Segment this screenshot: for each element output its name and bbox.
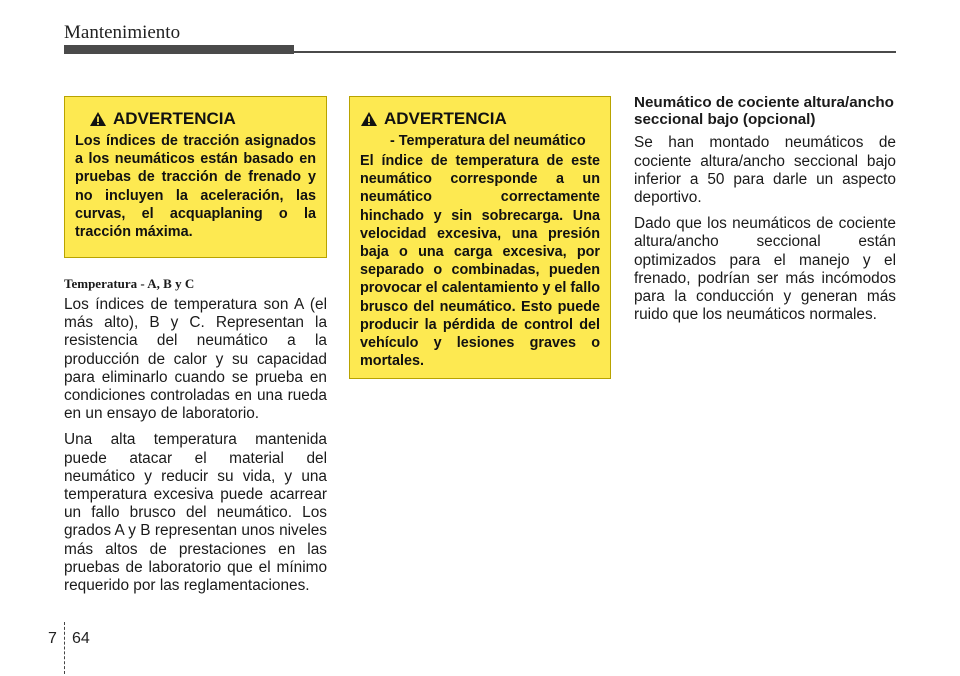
page-number: 64 bbox=[72, 630, 90, 647]
warning-triangle-icon bbox=[89, 111, 107, 127]
warning-triangle-icon bbox=[360, 111, 378, 127]
warning-header bbox=[89, 109, 316, 129]
section-temperature bbox=[64, 276, 327, 595]
warning-box-traction bbox=[64, 96, 327, 258]
page-header-title: Mantenimiento bbox=[64, 22, 181, 43]
warning-box-temperature bbox=[349, 96, 611, 379]
warning-title: ADVERTENCIA bbox=[113, 109, 236, 128]
header-bar bbox=[64, 45, 294, 54]
paragraph: Se han montado neumáticos de cociente altura/ancho seccional bajo inferior a 50 para darle un aspecto deportivo. bbox=[634, 134, 896, 207]
warning-header bbox=[360, 109, 600, 129]
warning-text: Los índices de tracción asignados a los neumáticos están basado en pruebas de tracción de frenado y no incluyen la aceleración, las curvas, el acquaplaning o la tracción máxima. bbox=[75, 133, 316, 241]
footer-divider bbox=[64, 622, 65, 674]
section-low-profile bbox=[634, 94, 896, 324]
paragraph: Los índices de temperatura son A (el más alto), B y C. Representan la resistencia del neumático a la producción de calor y su capacidad para eliminarlo cuando se prueba en condiciones controladas en una rueda en un ensayo de laboratorio. bbox=[64, 296, 327, 423]
paragraph: Dado que los neumáticos de cociente altura/ancho seccional están optimizados para el manejo y el frenado, podrían ser más incómodos para la conducción y generan más ruido que los neumáticos normales. bbox=[634, 215, 896, 324]
section-heading: Neumático de cociente altura/ancho seccional bajo (opcional) bbox=[634, 94, 894, 129]
section-heading: Temperatura - A, B y C bbox=[64, 276, 195, 291]
warning-text: El índice de temperatura de este neumático corresponde a un neumático correctamente hinchado y sin sobrecarga. Una velocidad excesiva, una presión baja o una carga excesiva, por separado o combinadas, pueden provocar el calentamiento y el fallo brusco del neumático. Esto puede producir la pérdida de control del vehículo y lesiones graves o mortales. bbox=[360, 153, 600, 370]
header-rule bbox=[294, 51, 896, 53]
chapter-number: 7 bbox=[48, 630, 57, 647]
warning-title: ADVERTENCIA bbox=[384, 109, 507, 128]
warning-subtitle: - Temperatura del neumático bbox=[390, 133, 586, 149]
paragraph: Una alta temperatura mantenida puede atacar el material del neumático y reducir su vida, y una temperatura excesiva puede acarrear un fallo brusco del neumático. Los grados A y B representan unos niveles más altos de prestaciones en las pruebas de laboratorio que el mínimo requerido por las reglamentaciones. bbox=[64, 431, 327, 595]
